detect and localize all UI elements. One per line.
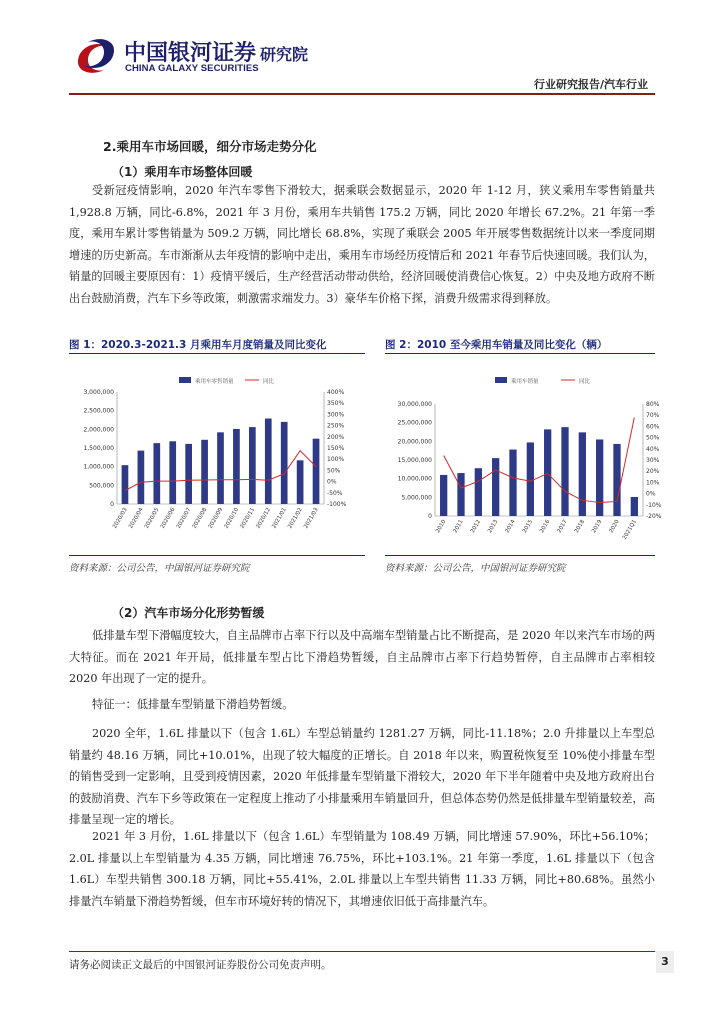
legend-label-bar: 乘用车零售销量 [195, 379, 234, 385]
x-tick-label: 2020/08 [191, 507, 209, 530]
header-divider [69, 93, 655, 95]
x-tick-label: 2021/01 [271, 507, 288, 530]
x-tick-label: 2011 [452, 519, 465, 535]
chart-2 [385, 362, 665, 552]
y-tick-right: 50% [327, 467, 341, 475]
bar [492, 458, 499, 516]
footer-divider [69, 951, 655, 952]
bar [153, 443, 160, 504]
bar [544, 429, 551, 516]
legend-swatch-bar [495, 377, 507, 383]
legend-label-line: 同比 [579, 379, 591, 385]
x-tick-label: 2020/03 [112, 507, 129, 530]
bar [185, 444, 192, 504]
y-tick-right: 400% [327, 389, 345, 396]
y-tick-right: 20% [646, 468, 660, 476]
y-tick-left: 5,000,000 [401, 494, 432, 502]
figure-1-source: 资料来源：公司公告，中国银河证券研究院 [69, 563, 250, 574]
logo-icon [74, 38, 118, 74]
subsection-title-2: （2）汽车市场分化形势暂缓 [112, 606, 265, 620]
x-tick-label: 2013 [487, 519, 500, 535]
y-tick-right: 300% [327, 411, 345, 419]
y-tick-right: 0% [327, 478, 337, 486]
y-tick-left: 2,500,000 [83, 407, 114, 415]
figure-2-source: 资料来源：公司公告，中国银河证券研究院 [385, 563, 566, 574]
paragraph-2: 低排量车型下滑幅度较大，自主品牌市占率下行以及中高端车型销量占比不断提高，是 2020 年以来汽车市场的两大特征。而在 2021 年开局，低排量车型占比下滑趋势暂缓，自主品牌市占率下行趋势暂停，自主品牌市占率相较 2020 年出现了一定的提升。 [69, 629, 655, 686]
y-tick-right: -50% [327, 489, 343, 497]
y-tick-left: 500,000 [89, 482, 114, 490]
bar [457, 473, 464, 516]
figure-1-divider [69, 353, 365, 354]
bar [561, 427, 568, 516]
paragraph-1: 受新冠疫情影响，2020 年汽车零售下滑较大，据乘联会数据显示，2020 年 1-12 月，狭义乘用车零售销量共 1,928.8 万辆，同比-6.8%，2021 年 3 月份，乘用车共销售 175.2 万辆，同比 2020 年增长 67.2%。21 年第一季度，乘用车累计零售销量为 509.2 万辆，同比增长 68.8%，实现了乘联会 2005 年开展零售数据统计以来一季度同期增速的历史新高。车市渐渐从去年疫情的影响中走出，乘用车市场经历疫情后和 2021 年春节后快速回暖。我们认为，销量的回暖主要原因有：1）疫情平缓后，生产经营活动带动供给，经济回暖使消费信心恢复。2）中央及地方政府不断出台鼓励消费，汽车下乡等政策，刺激需求端发力。3）豪华车价格下探，消费升级需求得到释放。 [69, 184, 655, 305]
bar [281, 422, 288, 504]
report-category: 行业研究报告/汽车行业 [533, 78, 648, 91]
x-tick-label: 2018 [573, 519, 587, 535]
y-tick-right: 30% [646, 457, 660, 464]
y-tick-right: 80% [646, 401, 660, 408]
y-tick-right: 50% [646, 434, 660, 442]
bar [201, 440, 208, 504]
bar [313, 439, 320, 504]
x-tick-label: 2020/11 [239, 507, 257, 530]
x-tick-label: 2020/06 [159, 507, 177, 530]
y-tick-right: 60% [646, 423, 660, 431]
x-tick-label: 2017 [556, 519, 569, 535]
paragraph-4: 2020 全年，1.6L 排量以下（包含 1.6L）车型总销量约 1281.27 万辆，同比-11.18%；2.0 升排量以上车型总销量约 48.16 万辆，同比+10.01%，出现了较大幅度的正增长。自 2018 年以来，购置税恢复至 10%使小排量车型的销售受到一定影响，且受到疫情因素，2020 年低排量车型销量下滑较大，2020 年下半年随着中央及地方政府出台的鼓励消费、汽车下乡等政策在一定程度上推动了小排量乘用车销量回升，但总体态势仍然是低排量车型销量较差，高排量呈现一定的增长。 [69, 727, 655, 827]
bar [249, 427, 256, 504]
y-tick-right: 350% [327, 400, 345, 408]
bar [579, 432, 586, 516]
bar [509, 450, 516, 516]
bar [527, 442, 534, 516]
y-tick-left: 20,000,000 [397, 438, 432, 446]
bar [475, 468, 482, 516]
paragraph-3: 特征一：低排量车型销量下滑趋势暂缓。 [92, 698, 294, 711]
bar [138, 451, 145, 504]
bar [122, 465, 129, 504]
y-tick-right: 40% [646, 445, 660, 453]
y-tick-right: -10% [646, 501, 662, 509]
x-tick-label: 2020/10 [223, 507, 241, 530]
bar [233, 429, 240, 504]
legend-label-bar: 乘用车销量 [511, 379, 539, 385]
legend-swatch-bar [179, 377, 191, 383]
section-title: 2.乘用车市场回暖，细分市场走势分化 [103, 139, 317, 154]
legend-label-line: 同比 [263, 379, 275, 385]
x-tick-label: 2016 [539, 519, 552, 535]
bar [613, 444, 620, 516]
x-tick-label: 2020 [608, 519, 621, 535]
bar [265, 419, 272, 504]
y-tick-left: 2,000,000 [83, 426, 114, 434]
y-tick-right: -100% [327, 501, 347, 508]
x-tick-label: 2021/03 [303, 507, 320, 530]
x-tick-label: 2012 [469, 519, 483, 535]
x-tick-label: 2020/05 [143, 507, 161, 530]
y-tick-left: 10,000,000 [397, 475, 432, 483]
bar [169, 441, 176, 504]
x-tick-label: 2010 [435, 519, 448, 535]
y-tick-right: 10% [646, 479, 660, 487]
x-tick-label: 2019 [591, 519, 604, 535]
y-tick-left: 3,000,000 [83, 389, 114, 396]
x-tick-label: 2014 [504, 519, 517, 535]
figure-2-divider [385, 353, 655, 354]
subsection-title-1: （1）乘用车市场整体回暖 [112, 165, 253, 179]
y-tick-right: 70% [646, 412, 660, 420]
y-tick-left: 1,000,000 [83, 463, 114, 471]
y-tick-left: 15,000,000 [397, 457, 432, 464]
yoy-line [444, 417, 635, 502]
y-tick-right: -20% [646, 513, 662, 520]
x-tick-label: 2015 [521, 519, 535, 535]
figure-1-source-divider [69, 555, 365, 556]
chart-1 [69, 362, 365, 552]
institute-label: 研究院 [260, 45, 309, 64]
y-tick-right: 100% [327, 456, 345, 464]
logo-text-cn: 中国银河证券 [124, 41, 257, 66]
figure-2-title: 图 2：2010 至今乘用车销量及同比变化（辆） [385, 339, 608, 351]
bar [440, 475, 447, 516]
x-tick-label: 2020/12 [255, 507, 273, 530]
x-tick-label: 2020/04 [127, 507, 145, 530]
x-tick-label: 2020/07 [175, 507, 193, 530]
bar [596, 439, 603, 516]
figure-2-source-divider [385, 555, 655, 556]
bar [297, 460, 304, 504]
page-number: 3 [656, 951, 674, 973]
figure-1-title: 图 1：2020.3-2021.3 月乘用车月度销量及同比变化 [69, 339, 327, 351]
x-tick-label: 2021Q1 [621, 519, 639, 541]
logo-text-en: CHINA GALAXY SECURITIES [125, 63, 259, 74]
y-tick-left: 0 [110, 501, 114, 508]
paragraph-5: 2021 年 3 月份，1.6L 排量以下（包含 1.6L）车型销量为 108.49 万辆，同比增速 57.90%，环比+56.10%；2.0L 排量以上车型销量为 4.35 万辆，同比增速 76.75%，环比+103.1%。21 年第一季度，1.6L 排量以下（包含 1.6L）车型共销售 300.18 万辆，同比+55.41%，2.0L 排量以上车型共销售 11.33 万辆，同比+80.68%。虽然小排量汽车销量下滑趋势暂缓，但车市环境好转的情况下，其增速依旧低于高排量汽车。 [69, 830, 655, 908]
y-tick-left: 1,500,000 [83, 445, 114, 452]
x-tick-label: 2021/02 [287, 507, 304, 530]
bar [217, 432, 224, 504]
y-tick-right: 200% [327, 433, 345, 441]
y-tick-right: 150% [327, 445, 345, 452]
footer-disclaimer: 请务必阅读正文最后的中国银河证券股份公司免责声明。 [69, 959, 332, 971]
x-tick-label: 2020/09 [207, 507, 225, 530]
y-tick-right: 250% [327, 422, 345, 430]
y-tick-right: 0% [646, 490, 656, 498]
y-tick-left: 30,000,000 [397, 401, 432, 408]
bar [631, 497, 638, 516]
y-tick-left: 0 [428, 513, 432, 520]
y-tick-left: 25,000,000 [397, 419, 432, 427]
